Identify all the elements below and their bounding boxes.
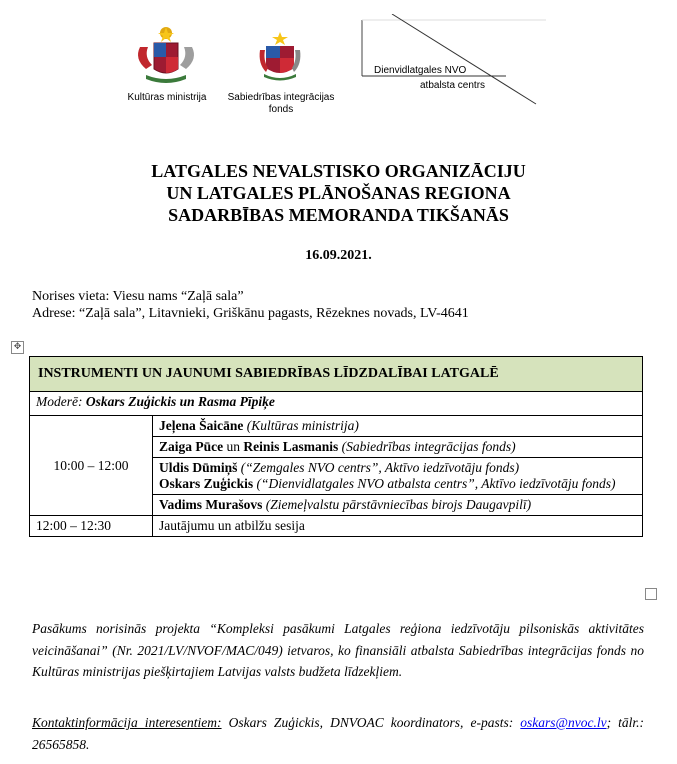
title-line2: UN LATGALES PLĀNOŠANAS REGIONA	[166, 183, 511, 203]
speaker-cell	[153, 437, 643, 458]
nvo-label-line1: Dienvidlatgales NVO	[374, 65, 467, 76]
speaker-org: (“Zemgales NVO centrs”, Aktīvo iedzīvotāju fonds)	[237, 460, 520, 475]
speaker-name: Vadims Murašovs	[159, 497, 263, 512]
contact-info	[32, 712, 644, 755]
latvia-coat-of-arms-icon	[126, 25, 206, 87]
speaker-cell	[153, 416, 643, 437]
moderator-names: Oskars Zuģickis un Rasma Pīpiķe	[85, 394, 275, 409]
table-move-handle-icon[interactable]: ✥	[11, 341, 24, 354]
table-row	[30, 357, 643, 392]
title-line3: SADARBĪBAS MEMORANDA TIKŠANĀS	[168, 205, 509, 225]
time-slot-1: 10:00 – 12:00	[30, 416, 153, 516]
document-title	[0, 160, 677, 226]
speaker-name: Jeļena Šaicāne	[159, 418, 244, 433]
speaker-org: (Ziemeļvalstu pārstāvniecības birojs Daugavpilī)	[262, 497, 532, 512]
speaker-name: Reinis Lasmanis	[243, 439, 339, 454]
moderator-cell	[30, 392, 643, 416]
speaker-name: Zaiga Pūce	[159, 439, 224, 454]
speaker-cell	[153, 458, 643, 495]
fund-label	[222, 92, 340, 116]
moderator-prefix: Moderē:	[36, 394, 86, 409]
fund-coat-of-arms-icon	[258, 30, 302, 82]
agenda-table	[29, 356, 643, 537]
nvo-label-line2: atbalsta centrs	[420, 80, 486, 91]
speaker-org: (Kultūras ministrija)	[243, 418, 359, 433]
contact-label: Kontaktinformācija interesentiem:	[32, 715, 222, 730]
speaker-org: (Sabiedrības integrācijas fonds)	[338, 439, 516, 454]
speaker-cell	[153, 495, 643, 516]
speaker-name: Uldis Dūmiņš	[159, 460, 238, 475]
fund-label-line1: Sabiedrības integrācijas	[227, 92, 335, 103]
agenda-heading: INSTRUMENTI UN JAUNUMI SABIEDRĪBAS LĪDZDALĪBAI LATGALĒ	[30, 357, 643, 392]
session-cell: Jautājumu un atbilžu sesija	[153, 516, 643, 537]
speaker-name: Oskars Zuģickis	[159, 476, 254, 491]
venue-line: Norises vieta: Viesu nams “Zaļā sala”	[32, 289, 244, 304]
time-slot-2: 12:00 – 12:30	[30, 516, 153, 537]
nvo-logo-lines-icon	[356, 14, 546, 106]
logos-header	[0, 0, 677, 130]
email-link[interactable]: oskars@nvoc.lv	[520, 715, 607, 730]
contact-text: Oskars Zuģickis, DNVOAC koordinators, e-pasts:	[221, 715, 521, 730]
project-note: Pasākums norisinās projekta “Kompleksi pasākumi Latgales reģiona iedzīvotāju pilsoniskās aktivitātes veicināšanai” (Nr. 2021/LV/NVOF/MAC/049) ietvaros, ko finansiāli atbalsta Sabiedrības integrācijas fonds no Kultūras ministrijas piešķirtajiem Latvijas valsts budžeta līdzekļiem.	[32, 621, 644, 679]
fund-label-line2: fonds	[268, 104, 294, 115]
ministry-label: Kultūras ministrija	[127, 92, 207, 103]
table-resize-handle[interactable]	[645, 588, 657, 600]
address-line: Adrese: “Zaļā sala”, Litavnieki, Griškānu pagasts, Rēzeknes novads, LV-4641	[32, 306, 469, 321]
speaker-joiner: un	[223, 439, 244, 454]
speaker-org: (“Dienvidlatgales NVO atbalsta centrs”, Aktīvo iedzīvotāju fonds)	[253, 476, 616, 491]
title-line1: LATGALES NEVALSTISKO ORGANIZĀCIJU	[151, 161, 526, 181]
phone-text: ; tālr.: 26565858.	[32, 715, 645, 752]
table-row	[30, 516, 643, 537]
table-row	[30, 392, 643, 416]
event-date: 16.09.2021.	[305, 248, 372, 263]
table-row	[30, 416, 643, 437]
